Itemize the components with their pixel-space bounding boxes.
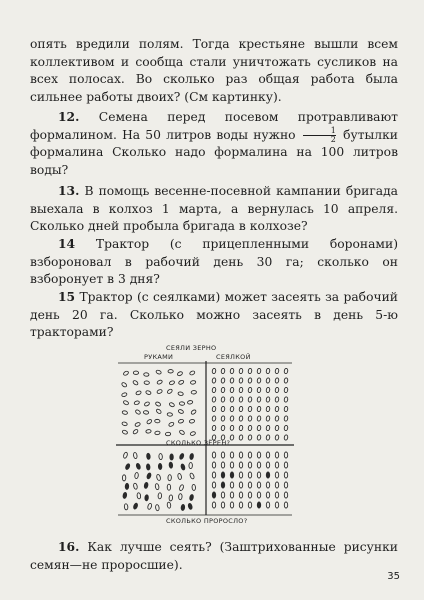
seed-sowing-figure xyxy=(110,345,300,525)
problem-15-text: Трактор (с сеялками) может засеять за рабочий день 20 га. Сколько можно засеять в день 5-ю тракторами? xyxy=(30,290,398,340)
problem-12-text-a: Семена перед посевом протравливают формалином. На 50 литров воды нужно xyxy=(30,110,398,142)
seeder-sprout xyxy=(257,492,260,498)
hand-seed xyxy=(165,432,170,436)
seeder-sprout xyxy=(257,482,260,488)
seeder-sprout xyxy=(230,502,233,508)
seeder-sprout xyxy=(248,492,251,498)
hand-sprout xyxy=(133,483,138,490)
seeder-sprout xyxy=(275,462,278,468)
hand-sprout xyxy=(180,464,185,471)
hand-sprout xyxy=(133,503,138,510)
hand-sprout xyxy=(189,463,193,469)
seeder-seed xyxy=(275,378,279,384)
seeder-seed xyxy=(221,378,225,384)
problem-14-text: Трактор (с прицепленными боронами) взборонoвал в рабочий день 30 га; сколько он взборонует в 3 дня? xyxy=(30,237,398,287)
seeder-sprout xyxy=(239,452,242,458)
seeder-sprout xyxy=(275,482,278,488)
hand-sprout xyxy=(167,502,171,508)
hand-seed xyxy=(179,429,185,435)
hand-seed xyxy=(169,380,175,385)
seeder-seed xyxy=(266,435,270,441)
seeder-seed xyxy=(266,406,270,412)
hand-sprout xyxy=(189,473,195,480)
hand-sprout xyxy=(123,492,128,499)
hand-seed xyxy=(133,371,138,374)
seeder-seed xyxy=(248,397,252,403)
seeder-sprout xyxy=(230,482,233,488)
figure-bottom-label: СКОЛЬКО ПРОРОСЛО? xyxy=(166,517,248,525)
page-number: 35 xyxy=(387,571,400,582)
seeder-seed xyxy=(221,416,225,422)
hand-sprout xyxy=(167,484,170,490)
seeder-sprout xyxy=(230,472,233,478)
seeder-sprout xyxy=(266,492,269,498)
seeder-seed xyxy=(248,368,252,374)
hand-seed xyxy=(144,401,150,407)
hand-seed xyxy=(122,421,128,426)
seeder-seed xyxy=(275,387,279,393)
seeder-sprout xyxy=(230,452,233,458)
hand-seed xyxy=(121,382,127,388)
problem-16-number: 16. xyxy=(58,539,80,554)
problem-14-number: 14 xyxy=(58,236,76,251)
seeder-seed xyxy=(248,378,252,384)
hand-sprout xyxy=(178,494,182,500)
fraction-one-half xyxy=(303,127,336,144)
hand-seed xyxy=(122,430,128,435)
hand-sprout xyxy=(189,453,193,460)
hand-sprout xyxy=(134,472,138,478)
problem-12-text xyxy=(30,108,398,179)
seeder-seed xyxy=(230,387,234,393)
hand-sprout xyxy=(146,453,150,459)
seeder-sprout xyxy=(212,452,215,458)
seeder-sprout xyxy=(248,482,251,488)
hand-sprout xyxy=(123,452,128,459)
seeder-seed xyxy=(239,387,243,393)
seeder-sprout xyxy=(266,482,269,488)
seeder-seed xyxy=(212,368,216,374)
seeder-sprout xyxy=(284,492,287,498)
seeder-seed xyxy=(230,397,234,403)
seeder-seed xyxy=(284,378,288,384)
seeder-seed xyxy=(266,368,270,374)
seeder-seed xyxy=(221,387,225,393)
hand-sprout xyxy=(155,483,159,490)
problem-15-number: 15 xyxy=(58,289,76,304)
hand-seed xyxy=(121,392,127,397)
hand-seed xyxy=(123,400,129,405)
seeder-seed xyxy=(239,435,243,441)
seeder-seed xyxy=(212,425,216,431)
seeder-seed xyxy=(239,416,243,422)
seeder-seed xyxy=(266,397,270,403)
seeder-seed xyxy=(212,406,216,412)
seeder-sprout xyxy=(257,502,260,508)
hand-seed xyxy=(156,408,162,414)
seeder-sprout xyxy=(266,472,269,478)
hand-seed xyxy=(134,400,140,405)
paragraph-0-text: опять вредили полям. Тогда крестьяне вышли всем коллективом и сообща стали уничтожать сусликов на всех полосах. Во сколько раз общая работа была сильнее работы двоих? (См картинку). xyxy=(30,37,398,104)
hand-sprout xyxy=(136,463,141,470)
seeder-sprout xyxy=(284,472,287,478)
hand-seed xyxy=(132,429,138,435)
seeder-sprout xyxy=(239,482,242,488)
seeder-sprout xyxy=(221,472,224,478)
seeder-seed xyxy=(230,368,234,374)
hand-seed xyxy=(157,379,163,384)
seeder-seed xyxy=(230,435,234,441)
hand-seed xyxy=(135,390,141,395)
hand-sprout xyxy=(125,483,129,489)
problem-12-number: 12. xyxy=(58,109,80,124)
seeder-seed xyxy=(248,425,252,431)
seeder-sprout xyxy=(248,452,251,458)
seeder-seed xyxy=(212,435,216,441)
problem-13-number: 13. xyxy=(58,183,80,198)
seeder-seed xyxy=(257,416,261,422)
seeder-seed xyxy=(248,387,252,393)
figure-right-label: СЕЯЛКОЙ xyxy=(216,353,251,361)
seeder-seed xyxy=(284,368,288,374)
problem-13-text: В помощь весенне-посевной кампании бригада выехала в колхоз 1 марта, а вернулась 10 апреля. Сколько дней пробыла бригада в колхозе? xyxy=(30,184,398,234)
hand-seed xyxy=(155,401,161,406)
seeder-seed xyxy=(284,425,288,431)
hand-seed xyxy=(156,370,162,375)
hand-seed xyxy=(132,380,138,386)
hand-sprout xyxy=(147,503,152,510)
seeder-seed xyxy=(275,368,279,374)
hand-seed xyxy=(178,409,184,414)
hand-sprout xyxy=(158,493,162,499)
seeder-sprout xyxy=(266,462,269,468)
hand-seed xyxy=(143,410,149,414)
seeder-sprout xyxy=(248,462,251,468)
hand-seed xyxy=(191,390,196,394)
problem-15 xyxy=(30,288,398,342)
seeder-sprout xyxy=(275,452,278,458)
seeder-seed xyxy=(212,416,216,422)
hand-seed xyxy=(144,381,149,385)
seeder-seed xyxy=(284,406,288,412)
seeder-sprout xyxy=(230,492,233,498)
hand-seed xyxy=(146,419,152,425)
hand-sprout xyxy=(181,504,185,510)
seeder-sprout xyxy=(266,452,269,458)
hand-seed xyxy=(179,402,184,406)
seeder-sprout xyxy=(212,492,215,498)
seeder-sprout xyxy=(239,502,242,508)
hand-sprout xyxy=(179,453,184,460)
seeder-sprout xyxy=(284,452,287,458)
seeder-seed xyxy=(212,387,216,393)
hand-seed xyxy=(167,412,173,416)
hand-sprout xyxy=(155,504,159,510)
hand-seed xyxy=(167,388,173,394)
seeder-sprout xyxy=(239,462,242,468)
seeder-seed xyxy=(239,397,243,403)
seeder-sprout xyxy=(284,482,287,488)
seeder-sprout xyxy=(212,502,215,508)
hand-sprout xyxy=(137,493,141,499)
seeder-seed xyxy=(248,406,252,412)
seeder-seed xyxy=(221,397,225,403)
hand-seed xyxy=(187,400,193,404)
seeder-seed xyxy=(212,378,216,384)
hand-sprout xyxy=(179,484,184,491)
seeder-seed xyxy=(284,397,288,403)
hand-sprout xyxy=(189,494,194,501)
hand-seed xyxy=(190,431,196,436)
seeder-seed xyxy=(230,378,234,384)
seeder-seed xyxy=(230,406,234,412)
hand-seed xyxy=(190,380,196,384)
seeder-seed xyxy=(239,368,243,374)
seeder-sprout xyxy=(221,482,224,488)
hand-sprout xyxy=(144,482,149,489)
fraction-numerator: 1 xyxy=(330,125,336,135)
seeder-seed xyxy=(221,435,225,441)
hand-sprout xyxy=(170,454,173,460)
problem-12 xyxy=(30,108,398,179)
seeder-sprout xyxy=(257,452,260,458)
problem-13 xyxy=(30,182,398,236)
seeder-seed xyxy=(248,435,252,441)
seeder-sprout xyxy=(221,452,224,458)
hand-seed xyxy=(178,419,184,424)
seeder-seed xyxy=(221,368,225,374)
hand-sprout xyxy=(122,475,125,481)
hand-sprout xyxy=(169,495,173,501)
seeder-sprout xyxy=(257,462,260,468)
fraction-denominator: 2 xyxy=(303,135,336,144)
hand-sprout xyxy=(125,463,131,470)
seeder-sprout xyxy=(275,492,278,498)
seeder-sprout xyxy=(221,492,224,498)
seeder-sprout xyxy=(275,472,278,478)
hand-seed xyxy=(178,380,184,385)
seeder-sprout xyxy=(284,462,287,468)
hand-seed xyxy=(178,392,184,396)
seeder-sprout xyxy=(212,462,215,468)
seeder-sprout xyxy=(248,472,251,478)
seeder-sprout xyxy=(266,502,269,508)
hand-sprout xyxy=(159,453,163,459)
hand-sprout xyxy=(133,452,137,458)
figure-top-label: СЕЯЛИ ЗЕРНО xyxy=(166,344,217,352)
seeder-seed xyxy=(221,406,225,412)
hand-seed xyxy=(135,409,141,415)
problem-12-text-b: бутылки формалина Сколько надо формалина на 100 литров воды? xyxy=(30,127,398,177)
seeder-sprout xyxy=(257,472,260,478)
seeder-sprout xyxy=(230,462,233,468)
hand-seed xyxy=(168,422,174,427)
paragraph-0 xyxy=(30,36,398,106)
hand-sprout xyxy=(145,495,149,501)
seeder-seed xyxy=(257,397,261,403)
seeder-sprout xyxy=(221,502,224,508)
hand-sprout xyxy=(158,463,162,469)
seeder-sprout xyxy=(212,482,215,488)
hand-seed xyxy=(135,422,141,427)
seeder-sprout xyxy=(221,462,224,468)
seeder-seed xyxy=(239,406,243,412)
hand-seed xyxy=(189,419,195,423)
hand-seed xyxy=(122,410,128,415)
seeder-seed xyxy=(275,425,279,431)
hand-sprout xyxy=(124,504,128,510)
hand-seed xyxy=(168,370,173,373)
seeder-seed xyxy=(257,368,261,374)
seeder-sprout xyxy=(284,502,287,508)
seeder-seed xyxy=(230,425,234,431)
seeder-seed xyxy=(257,435,261,441)
seeder-seed xyxy=(212,397,216,403)
problem-16-text: Как лучше сеять? (Заштрихованные рисунки семян—не проросшие). xyxy=(30,540,398,572)
seeder-seed xyxy=(257,425,261,431)
hand-seed xyxy=(157,389,163,394)
hand-sprout xyxy=(168,475,172,481)
problem-16 xyxy=(30,538,398,574)
hand-seed xyxy=(169,402,175,407)
hand-seed xyxy=(177,371,183,376)
seeder-seed xyxy=(266,425,270,431)
seeder-seed xyxy=(266,387,270,393)
hand-sprout xyxy=(146,464,150,470)
seeder-seed xyxy=(221,425,225,431)
hand-seed xyxy=(123,370,129,376)
hand-sprout xyxy=(156,474,161,481)
seeder-seed xyxy=(257,387,261,393)
problem-14 xyxy=(30,235,398,289)
seeder-sprout xyxy=(239,492,242,498)
hand-sprout xyxy=(146,473,151,480)
seeder-seed xyxy=(230,416,234,422)
seeder-seed xyxy=(257,406,261,412)
seeder-seed xyxy=(239,378,243,384)
seeder-sprout xyxy=(248,502,251,508)
seeder-seed xyxy=(284,435,288,441)
hand-seed xyxy=(145,390,151,395)
seeder-seed xyxy=(266,378,270,384)
seeder-seed xyxy=(257,378,261,384)
seeder-seed xyxy=(275,435,279,441)
hand-seed xyxy=(190,409,196,415)
seeder-seed xyxy=(239,425,243,431)
seeder-seed xyxy=(275,416,279,422)
hand-seed xyxy=(189,370,195,375)
hand-seed xyxy=(144,373,150,377)
seeder-sprout xyxy=(212,472,215,478)
hand-seed xyxy=(155,431,161,435)
seeder-sprout xyxy=(275,502,278,508)
hand-sprout xyxy=(169,462,173,468)
hand-sprout xyxy=(177,473,182,480)
hand-seed xyxy=(146,429,152,433)
seeder-seed xyxy=(275,406,279,412)
seeder-seed xyxy=(284,387,288,393)
figure-left-label: РУКАМИ xyxy=(144,353,174,361)
seeder-seed xyxy=(275,397,279,403)
figure-middle-label: СКОЛЬКО ЗЁРЕН? xyxy=(166,439,231,447)
seeder-seed xyxy=(284,416,288,422)
figure-drawing xyxy=(110,345,300,525)
seeder-seed xyxy=(248,416,252,422)
hand-seed xyxy=(155,419,160,423)
hand-sprout xyxy=(192,484,196,490)
seeder-sprout xyxy=(239,472,242,478)
seed-marks xyxy=(121,368,288,511)
hand-sprout xyxy=(188,503,193,510)
seeder-seed xyxy=(266,416,270,422)
